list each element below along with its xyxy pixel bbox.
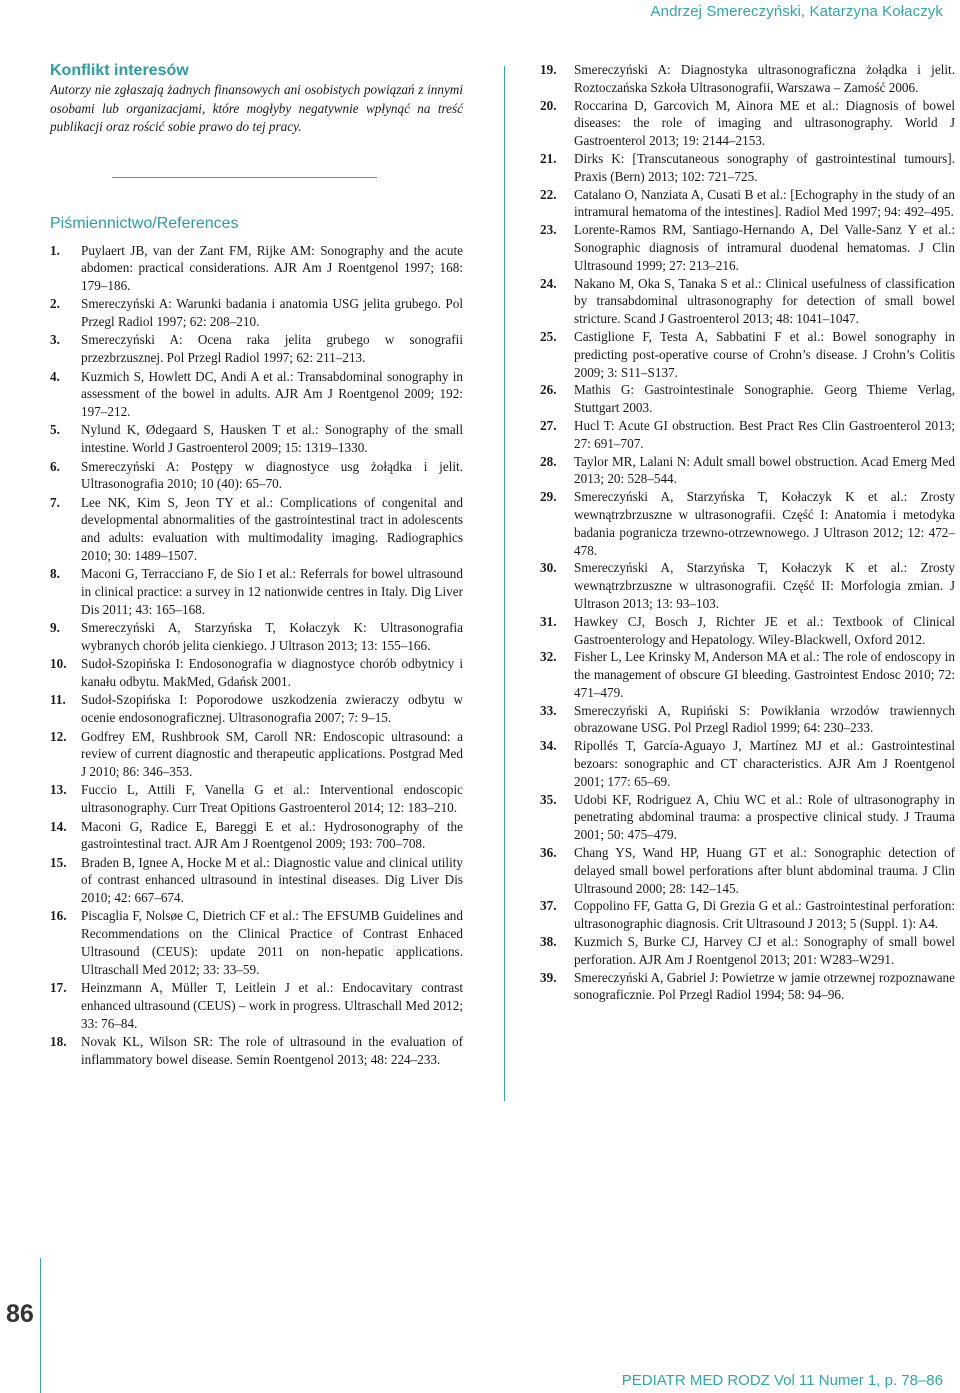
section-divider	[112, 177, 377, 178]
reference-item	[540, 897, 955, 933]
reference-number: 25.	[540, 328, 557, 344]
left-column	[50, 61, 463, 1069]
reference-item	[50, 458, 463, 494]
reference-text: Nylund K, Ødegaard S, Hausken T et al.: Sonography of the small intestine. World J Gastroenterol 2009; 15: 1319–1330.	[81, 422, 463, 456]
reference-item	[540, 648, 955, 701]
reference-item	[50, 368, 463, 421]
right-column	[540, 61, 955, 1004]
reference-number: 32.	[540, 649, 557, 665]
reference-number: 27.	[540, 417, 557, 433]
reference-item	[540, 221, 955, 274]
reference-text: Sudoł-Szopińska I: Endosonografia w diagnostyce chorób odbytnicy i kanału odbytu. MakMed, Gdańsk 2001.	[81, 656, 463, 690]
reference-item	[540, 417, 955, 453]
reference-number: 1.	[50, 242, 60, 258]
reference-number: 24.	[540, 275, 557, 291]
column-divider	[504, 66, 505, 1101]
references-title: Piśmiennictwo/References	[50, 214, 239, 232]
reference-item	[540, 559, 955, 612]
reference-number: 30.	[540, 560, 557, 576]
reference-text: Dirks K: [Transcutaneous sonography of gastrointestinal tumours]. Praxis (Bern) 2013; 102: 721–725.	[574, 150, 955, 184]
reference-number: 22.	[540, 186, 557, 202]
reference-number: 17.	[50, 980, 67, 996]
reference-number: 21.	[540, 150, 557, 166]
reference-text: Nakano M, Oka S, Tanaka S et al.: Clinical usefulness of classification by transabdominal ultrasonography for detection of small bowel stricture. Scand J Gastroenterol 2013; 48: 1041–1047.	[574, 275, 955, 327]
reference-item	[50, 655, 463, 691]
conflict-of-interest-title: Konflikt interesów	[50, 62, 189, 79]
reference-text: Maconi G, Radice E, Bareggi E et al.: Hydrosonography of the gastrointestinal tract. AJR Am J Roentgenol 2009; 193: 700–708.	[81, 818, 463, 852]
reference-item	[50, 295, 463, 331]
reference-text: Smereczyński A, Starzyńska T, Kołaczyk K et al.: Zrosty wewnątrzbrzuszne w ultrasonografii. Część II: Morfologia zmian. J Ultrason 2013; 13: 93–103.	[574, 560, 955, 611]
reference-text: Smereczyński A: Diagnostyka ultrasonograficzna żołądka i jelit. Roztoczańska Szkoła Ultrasonografii, Warszawa – Zamość 2006.	[574, 62, 955, 95]
reference-item	[540, 275, 955, 328]
reference-number: 2.	[50, 296, 60, 312]
reference-number: 15.	[50, 854, 67, 870]
reference-number: 16.	[50, 908, 67, 924]
reference-text: Smereczyński A, Gabriel J: Powietrze w jamie otrzewnej rozpoznawane sonograficznie. Pol Przegl Radiol 1994; 58: 94–96.	[574, 969, 955, 1003]
reference-text: Sudoł-Szopińska I: Poporodowe uszkodzenia zwieraczy odbytu w ocenie endosonograficznej. Ultrasonografia 2007; 7: 9–15.	[81, 692, 463, 726]
reference-list-right	[540, 61, 955, 1004]
reference-text: Hucl T: Acute GI obstruction. Best Pract Res Clin Gastroenterol 2013; 27: 691–707.	[574, 417, 955, 451]
page-number: 86	[6, 1300, 34, 1328]
reference-item	[540, 488, 955, 559]
reference-number: 20.	[540, 97, 557, 113]
journal-footer: PEDIATR MED RODZ Vol 11 Numer 1, p. 78–86	[621, 1372, 943, 1389]
reference-item	[540, 737, 955, 790]
running-header-authors: Andrzej Smereczyński, Katarzyna Kołaczyk	[650, 3, 943, 20]
reference-text: Mathis G: Gastrointestinale Sonographie. Georg Thieme Verlag, Stuttgart 2003.	[574, 382, 955, 416]
reference-number: 13.	[50, 782, 67, 798]
reference-item	[540, 186, 955, 222]
reference-text: Smereczyński A: Postępy w diagnostyce usg żołądka i jelit. Ultrasonografia 2010; 10 (40): 65–70.	[81, 458, 463, 492]
reference-number: 6.	[50, 458, 60, 474]
reference-text: Smereczyński A, Starzyńska T, Kołaczyk K et al.: Zrosty wewnątrzbrzuszne w ultrasonografii. Część I: Anatomia i metodyka badania pogranicza trzewno-otrzewnowego. J Ultrason 2012; 12: 472–478.	[574, 489, 955, 558]
reference-text: Coppolino FF, Gatta G, Di Grezia G et al.: Gastrointestinal perforation: ultrasonographic diagnosis. Crit Ultrasound J 2013; 5 (Suppl. 1): A4.	[574, 898, 955, 932]
reference-number: 8.	[50, 566, 60, 582]
reference-text: Ripollés T, García-Aguayo J, Martínez MJ et al.: Gastrointestinal bezoars: sonographic and CT characteristics. AJR Am J Roentgenol 2001; 177: 65–69.	[574, 738, 955, 789]
reference-text: Maconi G, Terracciano F, de Sio I et al.: Referrals for bowel ultrasound in clinical practice: a survey in 12 nationwide centres in Italy. Dig Liver Dis 2011; 43: 165–168.	[81, 566, 463, 617]
reference-item	[540, 61, 955, 97]
reference-item	[540, 791, 955, 844]
reference-text: Lee NK, Kim S, Jeon TY et al.: Complications of congenital and developmental abnormalities of the gastrointestinal tract in adolescents and adults: evaluation with multimodality imaging. Radiographics 2010; 30: 1489–1507.	[81, 494, 463, 564]
conflict-of-interest-text: Autorzy nie zgłaszają żadnych finansowych ani osobistych powiązań z innymi osobami lub organizacjami, które mogłyby negatywnie wpłynąć na treść publikacji oraz rościć sobie prawo do tej pracy.	[50, 82, 463, 134]
reference-item	[540, 969, 955, 1005]
reference-text: Smereczyński A, Starzyńska T, Kołaczyk K: Ultrasonografia wybranych chorób jelita cienkiego. J Ultrason 2013; 13: 155–166.	[81, 620, 463, 654]
reference-item	[50, 728, 463, 781]
reference-text: Fuccio L, Attili F, Vanella G et al.: Interventional endoscopic ultrasonography. Curr Treat Opitions Gastroenterol 2014; 12: 183–210.	[81, 782, 463, 816]
reference-number: 5.	[50, 422, 60, 438]
reference-text: Roccarina D, Garcovich M, Ainora ME et al.: Diagnosis of bowel diseases: the role of imaging and ultrasonography. World J Gastroenterol 2013; 19: 2144–2153.	[574, 97, 955, 149]
reference-number: 4.	[50, 368, 60, 384]
reference-list-left	[50, 242, 463, 1069]
reference-number: 29.	[540, 489, 557, 505]
reference-text: Smereczyński A: Ocena raka jelita grubego w sonografii przezbrzusznej. Pol Przegl Radiol 1997; 62: 211–213.	[81, 332, 463, 366]
reference-number: 33.	[540, 702, 557, 718]
reference-number: 12.	[50, 728, 67, 744]
reference-item	[50, 494, 463, 565]
reference-item	[50, 854, 463, 907]
reference-number: 7.	[50, 494, 60, 510]
reference-number: 9.	[50, 620, 60, 636]
reference-item	[50, 331, 463, 367]
reference-text: Kuzmich S, Howlett DC, Andi A et al.: Transabdominal sonography in assessment of the bowel in adults. AJR Am J Roentgenol 2009; 192: 197–212.	[81, 368, 463, 420]
reference-item	[50, 1033, 463, 1069]
reference-number: 34.	[540, 738, 557, 754]
reference-text: Heinzmann A, Müller T, Leitlein J et al.: Endocavitary contrast enhanced ultrasound (CEUS) – work in progress. Ultraschall Med 2012; 33: 76–84.	[81, 980, 463, 1031]
reference-text: Fisher L, Lee Krinsky M, Anderson MA et al.: The role of endoscopy in the management of obscure GI bleeding. Gastrointest Endosc 2010; 72: 471–479.	[574, 649, 955, 700]
reference-item	[540, 328, 955, 381]
reference-number: 23.	[540, 222, 557, 238]
reference-number: 14.	[50, 818, 67, 834]
reference-item	[540, 844, 955, 897]
reference-text: Smereczyński A, Rupiński S: Powikłania wrzodów trawiennych obrazowane USG. Pol Przegl Radiol 1999; 64: 230–233.	[574, 702, 955, 736]
reference-number: 35.	[540, 791, 557, 807]
reference-text: Hawkey CJ, Bosch J, Richter JE et al.: Textbook of Clinical Gastroenterology and Hepatology. Wiley-Blackwell, Oxford 2012.	[574, 613, 955, 647]
reference-item	[50, 421, 463, 457]
reference-number: 26.	[540, 382, 557, 398]
reference-text: Castiglione F, Testa A, Sabbatini F et al.: Bowel sonography in predicting post-operative course of Crohn’s disease. J Crohn’s Colitis 2009; 3: S11–S137.	[574, 328, 955, 380]
reference-item	[50, 242, 463, 295]
reference-item	[540, 613, 955, 649]
reference-number: 31.	[540, 613, 557, 629]
reference-item	[540, 97, 955, 150]
reference-item	[540, 150, 955, 186]
reference-text: Kuzmich S, Burke CJ, Harvey CJ et al.: Sonography of small bowel perforation. AJR Am J Roentgenol 2013; 201: W283–W291.	[574, 934, 955, 967]
reference-number: 19.	[540, 62, 557, 77]
reference-text: Chang YS, Wand HP, Huang GT et al.: Sonographic detection of delayed small bowel perforations after blunt abdominal trauma. J Clin Ultrasound 2000; 28: 142–145.	[574, 845, 955, 896]
reference-text: Braden B, Ignee A, Hocke M et al.: Diagnostic value and clinical utility of contrast enhanced ultrasound in intestinal diseases. Dig Liver Dis 2010; 42: 667–674.	[81, 854, 463, 906]
reference-text: Piscaglia F, Nolsøe C, Dietrich CF et al.: The EFSUMB Guidelines and Recommendations on the Clinical Practice of Contrast Enhaced Ultrasound (CEUS): update 2011 on non-hepatic applications. Ultraschall Med 2012; 33: 33–59.	[81, 908, 463, 977]
reference-item	[540, 381, 955, 417]
reference-item	[50, 565, 463, 618]
reference-number: 37.	[540, 898, 557, 914]
reference-number: 38.	[540, 934, 557, 950]
reference-text: Godfrey EM, Rushbrook SM, Caroll NR: Endoscopic ultrasound: a review of current diagnostic and therapeutic applications. Postgrad Med J 2010; 86: 346–353.	[81, 728, 463, 780]
reference-item	[50, 979, 463, 1032]
reference-text: Novak KL, Wilson SR: The role of ultrasound in the evaluation of inflammatory bowel disease. Semin Roentgenol 2013; 48: 224–233.	[81, 1034, 463, 1067]
reference-number: 18.	[50, 1034, 67, 1050]
reference-item	[50, 781, 463, 817]
reference-number: 36.	[540, 845, 557, 861]
reference-item	[50, 907, 463, 978]
reference-text: Taylor MR, Lalani N: Adult small bowel obstruction. Acad Emerg Med 2013; 20: 528–544.	[574, 453, 955, 487]
reference-number: 28.	[540, 453, 557, 469]
reference-text: Puylaert JB, van der Zant FM, Rijke AM: Sonography and the acute abdomen: practical considerations. AJR Am J Roentgenol 1997; 168: 179–186.	[81, 242, 463, 294]
reference-item	[50, 691, 463, 727]
reference-text: Smereczyński A: Warunki badania i anatomia USG jelita grubego. Pol Przegl Radiol 1997; 62: 208–210.	[81, 296, 463, 330]
reference-item	[540, 453, 955, 489]
reference-text: Lorente-Ramos RM, Santiago-Hernando A, Del Valle-Sanz Y et al.: Sonographic diagnosis of intramural duodenal hematomas. J Clin Ultrasound 1999; 27: 213–216.	[574, 222, 955, 273]
reference-number: 3.	[50, 332, 60, 348]
reference-text: Udobi KF, Rodriguez A, Chiu WC et al.: Role of ultrasonography in penetrating abdominal trauma: a prospective clinical study. J Trauma 2001; 50: 475–479.	[574, 791, 955, 843]
reference-item	[50, 619, 463, 655]
reference-number: 11.	[50, 692, 66, 708]
reference-item	[540, 702, 955, 738]
page-number-bar	[40, 1258, 41, 1393]
reference-item	[50, 818, 463, 854]
reference-number: 39.	[540, 969, 557, 985]
reference-text: Catalano O, Nanziata A, Cusati B et al.: [Echography in the study of an intramural hematoma of the intestines]. Radiol Med 1997; 94: 492–495.	[574, 186, 955, 220]
reference-number: 10.	[50, 656, 67, 672]
reference-item	[540, 933, 955, 969]
